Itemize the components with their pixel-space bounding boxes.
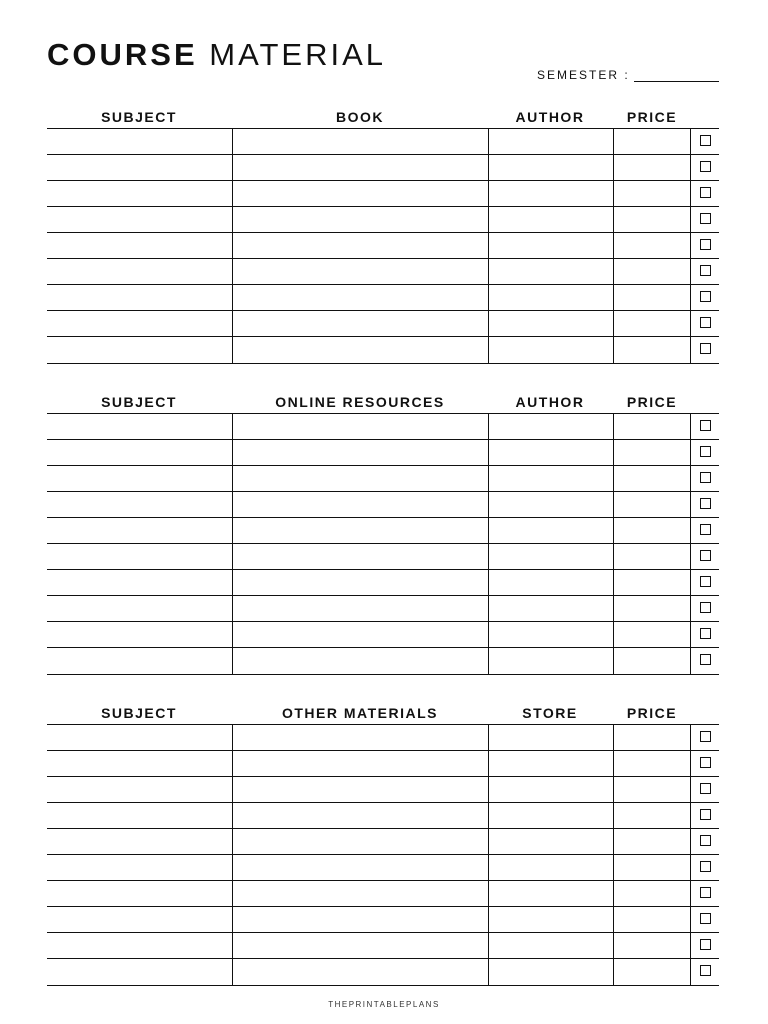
table-row [47,596,719,622]
book-cell[interactable] [232,285,488,310]
author-cell[interactable] [488,207,613,232]
header-book-col: BOOK [336,109,384,125]
header-price-col: PRICE [626,394,678,410]
price-cell[interactable] [613,129,690,154]
other-materials-cell[interactable] [232,907,488,932]
table-row [47,414,719,440]
other-materials-cell[interactable] [232,803,488,828]
online-resources-cell[interactable] [232,414,488,439]
book-cell[interactable] [232,155,488,180]
author-cell[interactable] [488,596,613,621]
online-resources-cell[interactable] [232,648,488,674]
author-cell[interactable] [488,337,613,363]
author-cell[interactable] [488,233,613,258]
price-cell[interactable] [613,233,690,258]
row-checkbox[interactable] [700,265,711,276]
book-cell[interactable] [232,207,488,232]
subject-cell[interactable] [47,544,232,569]
price-cell[interactable] [613,466,690,491]
price-cell[interactable] [613,803,690,828]
price-cell[interactable] [613,959,690,985]
header-author-col: AUTHOR [515,109,585,125]
table-row [47,259,719,285]
page-title [47,36,386,74]
row-checkbox[interactable] [700,472,711,483]
store-cell[interactable] [488,777,613,802]
other-materials-cell[interactable] [232,777,488,802]
book-cell[interactable] [232,233,488,258]
materials-table-1 [47,106,719,364]
table-row [47,518,719,544]
store-cell[interactable] [488,725,613,750]
subject-cell[interactable] [47,907,232,932]
subject-cell[interactable] [47,803,232,828]
store-cell[interactable] [488,881,613,906]
author-cell[interactable] [488,440,613,465]
row-checkbox[interactable] [700,939,711,950]
row-checkbox[interactable] [700,420,711,431]
other-materials-cell[interactable] [232,855,488,880]
author-cell[interactable] [488,129,613,154]
author-cell[interactable] [488,414,613,439]
subject-cell[interactable] [47,129,232,154]
online-resources-cell[interactable] [232,492,488,517]
table-header [47,106,719,128]
table-row [47,881,719,907]
header-price-col: PRICE [626,109,678,125]
price-cell[interactable] [613,725,690,750]
subject-cell[interactable] [47,570,232,595]
subject-cell[interactable] [47,311,232,336]
subject-cell[interactable] [47,725,232,750]
author-cell[interactable] [488,259,613,284]
price-cell[interactable] [613,337,690,363]
price-cell[interactable] [613,648,690,674]
table-header [47,391,719,413]
subject-cell[interactable] [47,155,232,180]
table-row [47,959,719,985]
price-cell[interactable] [613,414,690,439]
subject-cell[interactable] [47,933,232,958]
table-row [47,440,719,466]
subject-cell[interactable] [47,440,232,465]
header-online-resources-col: ONLINE RESOURCES [275,394,445,410]
subject-cell[interactable] [47,622,232,647]
header-author-col: AUTHOR [515,394,585,410]
row-checkbox[interactable] [700,213,711,224]
online-resources-cell[interactable] [232,622,488,647]
table-row [47,907,719,933]
row-checkbox[interactable] [700,187,711,198]
row-checkbox[interactable] [700,239,711,250]
author-cell[interactable] [488,570,613,595]
other-materials-cell[interactable] [232,751,488,776]
subject-cell[interactable] [47,285,232,310]
price-cell[interactable] [613,492,690,517]
semester-label: SEMESTER : [537,68,630,82]
book-cell[interactable] [232,129,488,154]
subject-cell[interactable] [47,829,232,854]
row-checkbox[interactable] [700,835,711,846]
online-resources-cell[interactable] [232,596,488,621]
price-cell[interactable] [613,881,690,906]
price-cell[interactable] [613,181,690,206]
table-row [47,337,719,363]
table-row [47,544,719,570]
price-cell[interactable] [613,751,690,776]
row-checkbox[interactable] [700,654,711,665]
table-row [47,751,719,777]
online-resources-cell[interactable] [232,544,488,569]
table-row [47,777,719,803]
other-materials-cell[interactable] [232,881,488,906]
price-cell[interactable] [613,596,690,621]
row-checkbox[interactable] [700,861,711,872]
table-body [47,413,719,675]
price-cell[interactable] [613,518,690,543]
table-row [47,466,719,492]
store-cell[interactable] [488,751,613,776]
price-cell[interactable] [613,829,690,854]
row-checkbox[interactable] [700,498,711,509]
store-cell[interactable] [488,907,613,932]
subject-cell[interactable] [47,855,232,880]
author-cell[interactable] [488,622,613,647]
table-row [47,311,719,337]
row-checkbox[interactable] [700,913,711,924]
table-row [47,803,719,829]
row-checkbox[interactable] [700,343,711,354]
row-checkbox[interactable] [700,317,711,328]
subject-cell[interactable] [47,881,232,906]
header-price-col: PRICE [626,705,678,721]
online-resources-cell[interactable] [232,466,488,491]
table-row [47,829,719,855]
online-resources-cell[interactable] [232,570,488,595]
table-row [47,181,719,207]
table-row [47,155,719,181]
author-cell[interactable] [488,648,613,674]
subject-cell[interactable] [47,233,232,258]
other-materials-cell[interactable] [232,959,488,985]
header-subject-col: SUBJECT [101,109,177,125]
row-checkbox[interactable] [700,135,711,146]
price-cell[interactable] [613,544,690,569]
footer-brand: THEPRINTABLEPLANS [328,1000,440,1009]
price-cell[interactable] [613,933,690,958]
other-materials-cell[interactable] [232,725,488,750]
materials-table-2 [47,391,719,675]
table-row [47,285,719,311]
semester-field[interactable] [634,81,719,82]
store-cell[interactable] [488,829,613,854]
subject-cell[interactable] [47,492,232,517]
price-cell[interactable] [613,440,690,465]
subject-cell[interactable] [47,259,232,284]
author-cell[interactable] [488,311,613,336]
author-cell[interactable] [488,181,613,206]
header-subject-col: SUBJECT [101,394,177,410]
table-body [47,128,719,364]
table-header [47,702,719,724]
price-cell[interactable] [613,207,690,232]
table-row [47,129,719,155]
book-cell[interactable] [232,181,488,206]
row-checkbox[interactable] [700,291,711,302]
store-cell[interactable] [488,959,613,985]
row-checkbox[interactable] [700,809,711,820]
subject-cell[interactable] [47,466,232,491]
subject-cell[interactable] [47,207,232,232]
subject-cell[interactable] [47,181,232,206]
row-checkbox[interactable] [700,161,711,172]
price-cell[interactable] [613,311,690,336]
subject-cell[interactable] [47,596,232,621]
title-bold: COURSE [47,37,198,72]
online-resources-cell[interactable] [232,518,488,543]
price-cell[interactable] [613,855,690,880]
row-checkbox[interactable] [700,731,711,742]
table-body [47,724,719,986]
row-checkbox[interactable] [700,757,711,768]
subject-cell[interactable] [47,648,232,674]
book-cell[interactable] [232,259,488,284]
row-checkbox[interactable] [700,887,711,898]
price-cell[interactable] [613,622,690,647]
row-checkbox[interactable] [700,783,711,794]
table-row [47,855,719,881]
store-cell[interactable] [488,803,613,828]
table-row [47,570,719,596]
price-cell[interactable] [613,285,690,310]
materials-table-3 [47,702,719,986]
author-cell[interactable] [488,518,613,543]
subject-cell[interactable] [47,337,232,363]
title-light: MATERIAL [209,37,386,72]
store-cell[interactable] [488,855,613,880]
subject-cell[interactable] [47,959,232,985]
author-cell[interactable] [488,155,613,180]
author-cell[interactable] [488,285,613,310]
row-checkbox[interactable] [700,576,711,587]
price-cell[interactable] [613,777,690,802]
row-checkbox[interactable] [700,446,711,457]
row-checkbox[interactable] [700,550,711,561]
author-cell[interactable] [488,466,613,491]
price-cell[interactable] [613,570,690,595]
book-cell[interactable] [232,311,488,336]
table-row [47,492,719,518]
table-row [47,648,719,674]
table-row [47,233,719,259]
header-store-col: STORE [522,705,578,721]
price-cell[interactable] [613,259,690,284]
header-subject-col: SUBJECT [101,705,177,721]
store-cell[interactable] [488,933,613,958]
price-cell[interactable] [613,155,690,180]
header-other-materials-col: OTHER MATERIALS [281,705,438,721]
subject-cell[interactable] [47,414,232,439]
author-cell[interactable] [488,544,613,569]
row-checkbox[interactable] [700,602,711,613]
subject-cell[interactable] [47,777,232,802]
row-checkbox[interactable] [700,628,711,639]
table-row [47,622,719,648]
row-checkbox[interactable] [700,965,711,976]
table-row [47,933,719,959]
row-checkbox[interactable] [700,524,711,535]
subject-cell[interactable] [47,751,232,776]
table-row [47,207,719,233]
other-materials-cell[interactable] [232,829,488,854]
subject-cell[interactable] [47,518,232,543]
online-resources-cell[interactable] [232,440,488,465]
price-cell[interactable] [613,907,690,932]
table-row [47,725,719,751]
other-materials-cell[interactable] [232,933,488,958]
author-cell[interactable] [488,492,613,517]
book-cell[interactable] [232,337,488,363]
